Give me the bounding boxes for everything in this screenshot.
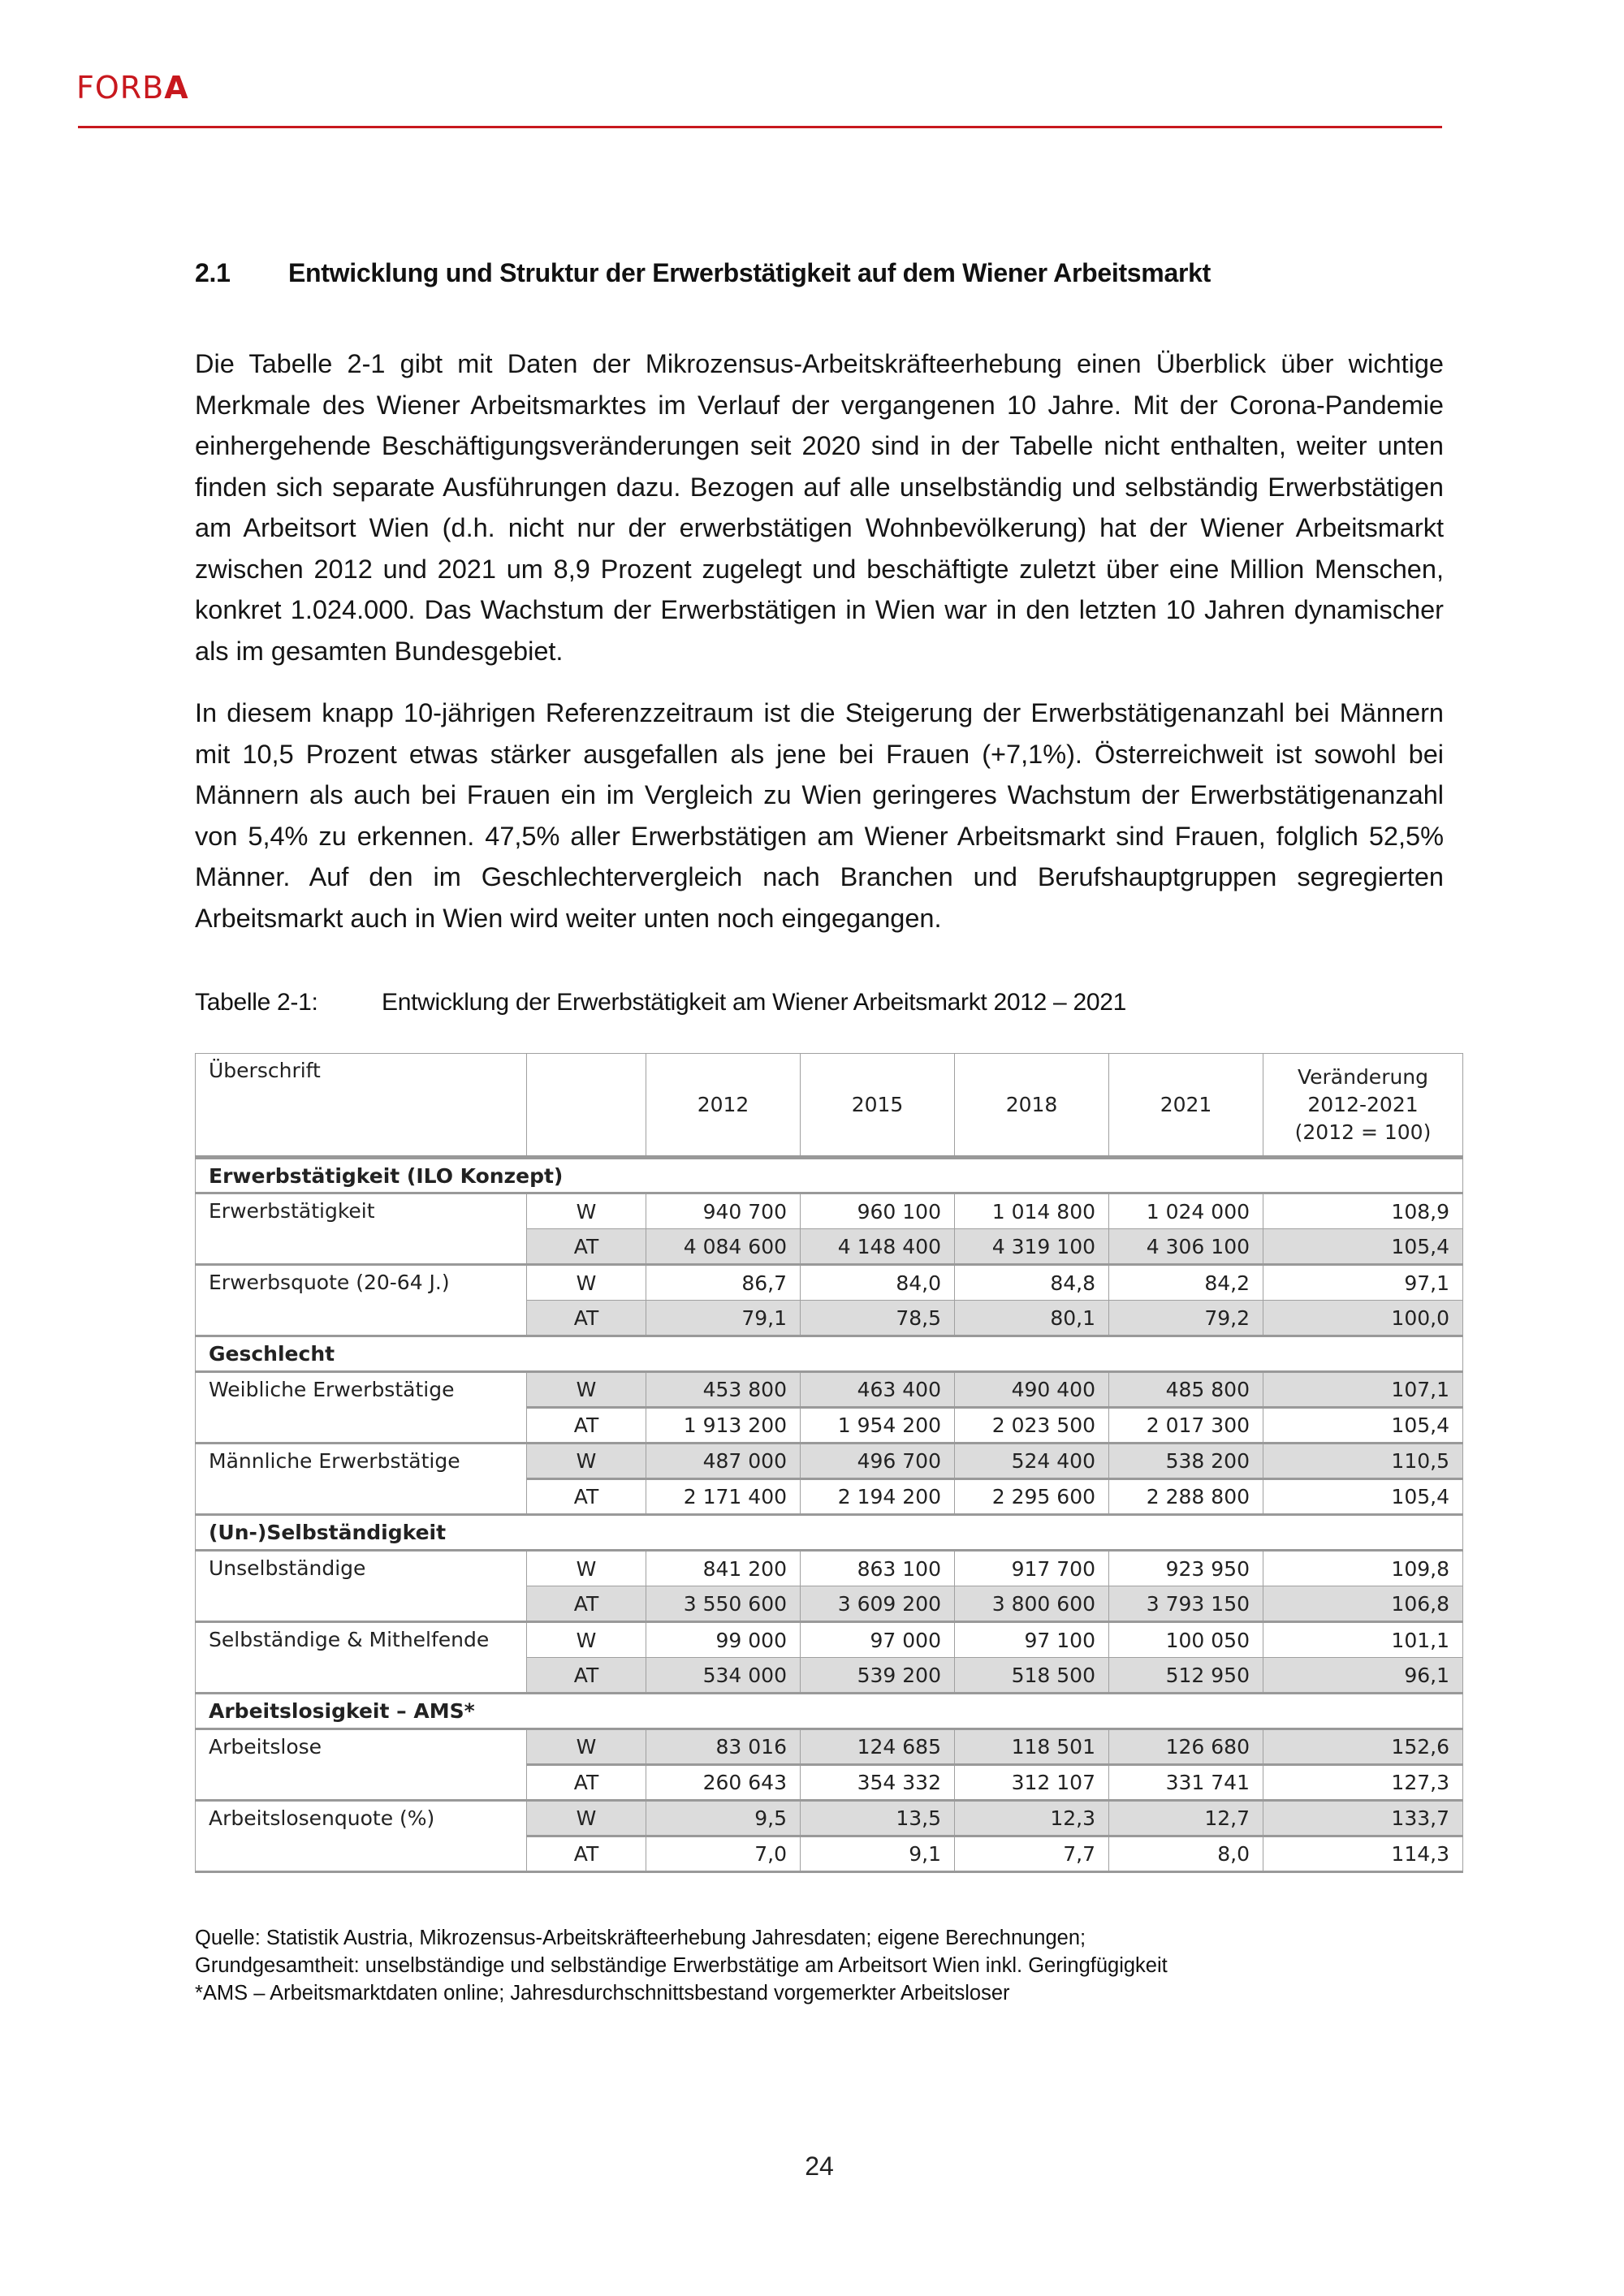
region-label: AT xyxy=(527,1408,646,1444)
brand-regular: FORB xyxy=(76,70,165,106)
value-change: 105,4 xyxy=(1263,1229,1463,1265)
region-label: W xyxy=(527,1801,646,1836)
value-change: 97,1 xyxy=(1263,1265,1463,1301)
value-change: 109,8 xyxy=(1263,1551,1463,1586)
value-2015: 97 000 xyxy=(801,1622,955,1658)
table-caption-label: Tabelle 2-1: xyxy=(195,989,318,1016)
table-row xyxy=(196,1729,1463,1765)
value-2018: 1 014 800 xyxy=(955,1193,1109,1229)
paragraph-1: Die Tabelle 2-1 gibt mit Daten der Mikrozensus-Arbeitskräfteerhebung einen Überblick über wichtige Merkmale des Wiener Arbeitsmarktes im Verlauf der vergangenen 10 Jahre. Mit der Corona-Pandemie einhergehende Beschäftigungsveränderungen seit 2020 sind in der Tabelle nicht enthalten, weiter unten finden sich separate Ausführungen dazu. Bezogen auf alle unselbständig und selbständig Erwerbstätigen am Arbeitsort Wien (d.h. nicht nur der erwerbstätigen Wohnbevölkerung) hat der Wiener Arbeitsmarkt zwischen 2012 und 2021 um 8,9 Prozent zugelegt und beschäftigte zuletzt über eine Million Menschen, konkret 1.024.000. Das Wachstum der Erwerbstätigen in Wien war in den letzten 10 Jahren dynamischer als im gesamten Bundesgebiet. xyxy=(195,349,1444,666)
header-change-line3: (2012 = 100) xyxy=(1294,1120,1432,1144)
header-dim xyxy=(527,1054,646,1158)
header-2012: 2012 xyxy=(646,1054,801,1158)
value-2012: 534 000 xyxy=(646,1658,801,1694)
table-row xyxy=(196,1551,1463,1586)
page-number: 24 xyxy=(805,2151,834,2181)
table-row xyxy=(196,1193,1463,1229)
value-2015: 354 332 xyxy=(801,1765,955,1801)
value-2018: 2 023 500 xyxy=(955,1408,1109,1444)
value-2015: 960 100 xyxy=(801,1193,955,1229)
value-2021: 1 024 000 xyxy=(1109,1193,1263,1229)
value-2021: 8,0 xyxy=(1109,1836,1263,1872)
value-2012: 86,7 xyxy=(646,1265,801,1301)
section-title: (Un-)Selbständigkeit xyxy=(196,1515,1463,1551)
value-2018: 490 400 xyxy=(955,1372,1109,1408)
value-2018: 97 100 xyxy=(955,1622,1109,1658)
note-ams: *AMS – Arbeitsmarktdaten online; Jahresdurchschnittsbestand vorgemerkter Arbeitsloser xyxy=(195,1982,1010,2005)
value-change: 152,6 xyxy=(1263,1729,1463,1765)
value-2021: 126 680 xyxy=(1109,1729,1263,1765)
value-2012: 841 200 xyxy=(646,1551,801,1586)
region-label: AT xyxy=(527,1836,646,1872)
table-caption-title: Entwicklung der Erwerbstätigkeit am Wiener Arbeitsmarkt 2012 – 2021 xyxy=(382,989,1127,1016)
row-label: Weibliche Erwerbstätige xyxy=(196,1372,527,1444)
table-body xyxy=(196,1158,1463,1872)
note-population: Grundgesamtheit: unselbständige und selbständige Erwerbstätige am Arbeitsort Wien inkl. Geringfügigkeit xyxy=(195,1954,1168,1977)
value-2021: 538 200 xyxy=(1109,1444,1263,1479)
table-row xyxy=(196,1265,1463,1301)
region-label: W xyxy=(527,1193,646,1229)
value-2012: 79,1 xyxy=(646,1301,801,1336)
region-label: AT xyxy=(527,1479,646,1515)
value-2015: 463 400 xyxy=(801,1372,955,1408)
value-2021: 100 050 xyxy=(1109,1622,1263,1658)
value-2015: 124 685 xyxy=(801,1729,955,1765)
value-2015: 1 954 200 xyxy=(801,1408,955,1444)
header-2015: 2015 xyxy=(801,1054,955,1158)
row-label: Erwerbstätigkeit xyxy=(196,1193,527,1265)
value-2018: 12,3 xyxy=(955,1801,1109,1836)
value-change: 133,7 xyxy=(1263,1801,1463,1836)
table-row xyxy=(196,1372,1463,1408)
value-change: 96,1 xyxy=(1263,1658,1463,1694)
section-number: 2.1 xyxy=(195,258,231,287)
section-title: Geschlecht xyxy=(196,1336,1463,1372)
value-change: 100,0 xyxy=(1263,1301,1463,1336)
value-change: 105,4 xyxy=(1263,1408,1463,1444)
table-section-row xyxy=(196,1515,1463,1551)
header-2021: 2021 xyxy=(1109,1054,1263,1158)
value-2012: 3 550 600 xyxy=(646,1586,801,1622)
value-change: 107,1 xyxy=(1263,1372,1463,1408)
region-label: W xyxy=(527,1622,646,1658)
paragraph-2: In diesem knapp 10-jährigen Referenzzeitraum ist die Steigerung der Erwerbstätigenanzahl bei Männern mit 10,5 Prozent etwas stärker ausgefallen als jene bei Frauen (+7,1%). Österreichweit ist sowohl bei Männern als auch bei Frauen ein im Vergleich zu Wien geringeres Wachstum der Erwerbstätigenanzahl von 5,4% zu erkennen. 47,5% aller Erwerbstätigen am Wiener Arbeitsmarkt sind Frauen, folglich 52,5% Männer. Auf den im Geschlechtervergleich nach Branchen und Berufshauptgruppen segregierten Arbeitsmarkt auch in Wien wird weiter unten noch eingegangen. xyxy=(195,698,1444,933)
table-notes xyxy=(195,1924,1168,2007)
value-2021: 2 288 800 xyxy=(1109,1479,1263,1515)
value-2018: 2 295 600 xyxy=(955,1479,1109,1515)
value-2015: 4 148 400 xyxy=(801,1229,955,1265)
region-label: W xyxy=(527,1444,646,1479)
region-label: W xyxy=(527,1729,646,1765)
value-2021: 84,2 xyxy=(1109,1265,1263,1301)
value-2021: 12,7 xyxy=(1109,1801,1263,1836)
value-2012: 83 016 xyxy=(646,1729,801,1765)
note-source: Quelle: Statistik Austria, Mikrozensus-Arbeitskräfteerhebung Jahresdaten; eigene Berechnungen; xyxy=(195,1927,1086,1949)
value-2018: 312 107 xyxy=(955,1765,1109,1801)
value-change: 127,3 xyxy=(1263,1765,1463,1801)
value-change: 101,1 xyxy=(1263,1622,1463,1658)
header-divider xyxy=(78,126,1442,128)
value-2012: 940 700 xyxy=(646,1193,801,1229)
table-section-row xyxy=(196,1336,1463,1372)
value-2012: 453 800 xyxy=(646,1372,801,1408)
header-change xyxy=(1263,1054,1463,1158)
value-2021: 2 017 300 xyxy=(1109,1408,1263,1444)
value-2012: 4 084 600 xyxy=(646,1229,801,1265)
region-label: AT xyxy=(527,1765,646,1801)
table-section-row xyxy=(196,1158,1463,1193)
value-2018: 3 800 600 xyxy=(955,1586,1109,1622)
value-2018: 524 400 xyxy=(955,1444,1109,1479)
value-change: 105,4 xyxy=(1263,1479,1463,1515)
employment-table xyxy=(195,1053,1463,1873)
row-label: Erwerbsquote (20-64 J.) xyxy=(196,1265,527,1336)
value-2015: 84,0 xyxy=(801,1265,955,1301)
value-2021: 4 306 100 xyxy=(1109,1229,1263,1265)
value-2021: 485 800 xyxy=(1109,1372,1263,1408)
header-2018: 2018 xyxy=(955,1054,1109,1158)
value-2015: 2 194 200 xyxy=(801,1479,955,1515)
value-2021: 79,2 xyxy=(1109,1301,1263,1336)
value-2012: 487 000 xyxy=(646,1444,801,1479)
value-change: 108,9 xyxy=(1263,1193,1463,1229)
section-title: Entwicklung und Struktur der Erwerbstätigkeit auf dem Wiener Arbeitsmarkt xyxy=(288,258,1211,287)
forba-logo xyxy=(76,70,189,106)
section-heading xyxy=(195,258,1211,288)
region-label: AT xyxy=(527,1658,646,1694)
value-2021: 923 950 xyxy=(1109,1551,1263,1586)
value-change: 114,3 xyxy=(1263,1836,1463,1872)
table-row xyxy=(196,1801,1463,1836)
value-2018: 118 501 xyxy=(955,1729,1109,1765)
value-2018: 4 319 100 xyxy=(955,1229,1109,1265)
value-2018: 84,8 xyxy=(955,1265,1109,1301)
header-change-line2: 2012-2021 xyxy=(1307,1092,1419,1116)
region-label: W xyxy=(527,1265,646,1301)
value-2021: 512 950 xyxy=(1109,1658,1263,1694)
header-change-line1: Veränderung xyxy=(1297,1064,1429,1089)
row-label: Arbeitslosenquote (%) xyxy=(196,1801,527,1872)
row-label: Männliche Erwerbstätige xyxy=(196,1444,527,1515)
value-2015: 78,5 xyxy=(801,1301,955,1336)
value-2018: 80,1 xyxy=(955,1301,1109,1336)
row-label: Arbeitslose xyxy=(196,1729,527,1801)
value-2021: 3 793 150 xyxy=(1109,1586,1263,1622)
table-caption xyxy=(195,989,1126,1016)
region-label: W xyxy=(527,1372,646,1408)
value-2015: 539 200 xyxy=(801,1658,955,1694)
value-2018: 518 500 xyxy=(955,1658,1109,1694)
table-row xyxy=(196,1622,1463,1658)
value-2012: 9,5 xyxy=(646,1801,801,1836)
table-section-row xyxy=(196,1694,1463,1729)
value-2021: 331 741 xyxy=(1109,1765,1263,1801)
value-2018: 7,7 xyxy=(955,1836,1109,1872)
value-2012: 260 643 xyxy=(646,1765,801,1801)
section-title: Arbeitslosigkeit – AMS* xyxy=(196,1694,1463,1729)
section-title: Erwerbstätigkeit (ILO Konzept) xyxy=(196,1158,1463,1193)
table-row xyxy=(196,1444,1463,1479)
value-2018: 917 700 xyxy=(955,1551,1109,1586)
value-2015: 496 700 xyxy=(801,1444,955,1479)
region-label: AT xyxy=(527,1586,646,1622)
value-change: 106,8 xyxy=(1263,1586,1463,1622)
value-2015: 3 609 200 xyxy=(801,1586,955,1622)
value-2012: 7,0 xyxy=(646,1836,801,1872)
region-label: AT xyxy=(527,1229,646,1265)
brand-bold: A xyxy=(164,70,189,106)
value-2012: 2 171 400 xyxy=(646,1479,801,1515)
value-2015: 863 100 xyxy=(801,1551,955,1586)
header-label: Überschrift xyxy=(196,1054,527,1158)
value-2012: 99 000 xyxy=(646,1622,801,1658)
row-label: Selbständige & Mithelfende xyxy=(196,1622,527,1694)
table-header-row xyxy=(196,1054,1463,1158)
value-2012: 1 913 200 xyxy=(646,1408,801,1444)
region-label: W xyxy=(527,1551,646,1586)
row-label: Unselbständige xyxy=(196,1551,527,1622)
region-label: AT xyxy=(527,1301,646,1336)
value-2015: 13,5 xyxy=(801,1801,955,1836)
value-2015: 9,1 xyxy=(801,1836,955,1872)
value-change: 110,5 xyxy=(1263,1444,1463,1479)
